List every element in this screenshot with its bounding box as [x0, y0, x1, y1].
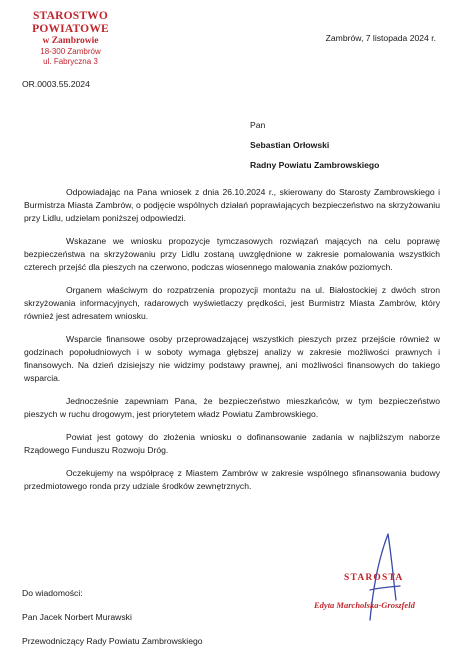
signature-title: STAROSTA	[344, 573, 404, 583]
stamp-title: STAROSTWO POWIATOWE	[32, 10, 109, 35]
addressee-block	[250, 120, 379, 180]
addressee-salutation: Pan	[250, 120, 266, 130]
paragraph: Powiat jest gotowy do złożenia wniosku o dofinansowanie zadania w najbliższym naborze Rządowego Funduszu Rozwoju Dróg.	[24, 432, 440, 455]
reference-number: OR.0003.55.2024	[22, 79, 90, 89]
stamp-postcode: 18-300 Zambrów	[40, 47, 101, 56]
paragraph: Wskazane we wniosku propozycje tymczasowych rozwiązań mających na celu poprawę bezpieczeństwa na skrzyżowaniu przy Lidlu zostaną uwzględnione w zakresie pomalowania wszystkich czterech przejść dla pieszych na czerwono, podczas wiosennego malowania znaków poziomych.	[24, 236, 440, 272]
addressee-name: Sebastian Orłowski	[250, 140, 330, 150]
office-stamp	[8, 10, 133, 67]
addressee-position: Radny Powiatu Zambrowskiego	[250, 160, 380, 170]
cc-label: Do wiadomości:	[22, 588, 83, 598]
paragraph: Oczekujemy na współpracę z Miastem Zambrów w zakresie wspólnego sfinansowania budowy przedmiotowego ronda przy udziale środków zewnętrznych.	[24, 468, 440, 491]
paragraph: Organem właściwym do rozpatrzenia propozycji montażu na ul. Białostockiej z dwóch stron skrzyżowania informacyjnych, radarowych wyświetlaczy prędkości, jest Burmistrz Miasta Zambrów, który również jest adresatem wniosku.	[24, 285, 440, 321]
cc-recipient: Pan Jacek Norbert Murawski	[22, 612, 132, 622]
paragraph: Jednocześnie zapewniam Pana, że bezpieczeństwo mieszkańców, w tym bezpieczeństwo pieszych w ruchu drogowym, jest priorytetem władz Powiatu Zambrowskiego.	[24, 396, 440, 419]
stamp-subtitle: w Zambrowie	[42, 36, 99, 46]
signature-name: Edyta Marcholska-Groszfeld	[314, 600, 415, 610]
paragraph: Wsparcie finansowe osoby przeprowadzającej wszystkich pieszych przez przejście również w godzinach popołudniowych i w soboty wymaga głębszej analizy w zakresie możliwości prawnych i finansowych. Na dzień dzisiejszy nie widzimy podstawy prawnej, ani możliwości finansowych do takiego wsparcia.	[24, 334, 440, 383]
letter-date: Zambrów, 7 listopada 2024 r.	[325, 33, 436, 43]
carbon-copy-block	[22, 588, 203, 660]
paragraph: Odpowiadając na Pana wniosek z dnia 26.10.2024 r., skierowany do Starosty Zambrowskiego i Burmistrza Miasta Zambrów, o podjęcie wspólnych działań poprawiających bezpieczeństwo na skrzyżowaniu przy Lidlu, udzielam poniższej odpowiedzi.	[24, 187, 440, 223]
cc-recipient-role: Przewodniczący Rady Powiatu Zambrowskiego	[22, 636, 203, 646]
letter-body	[24, 186, 440, 503]
stamp-street: ul. Fabryczna 3	[43, 57, 98, 66]
